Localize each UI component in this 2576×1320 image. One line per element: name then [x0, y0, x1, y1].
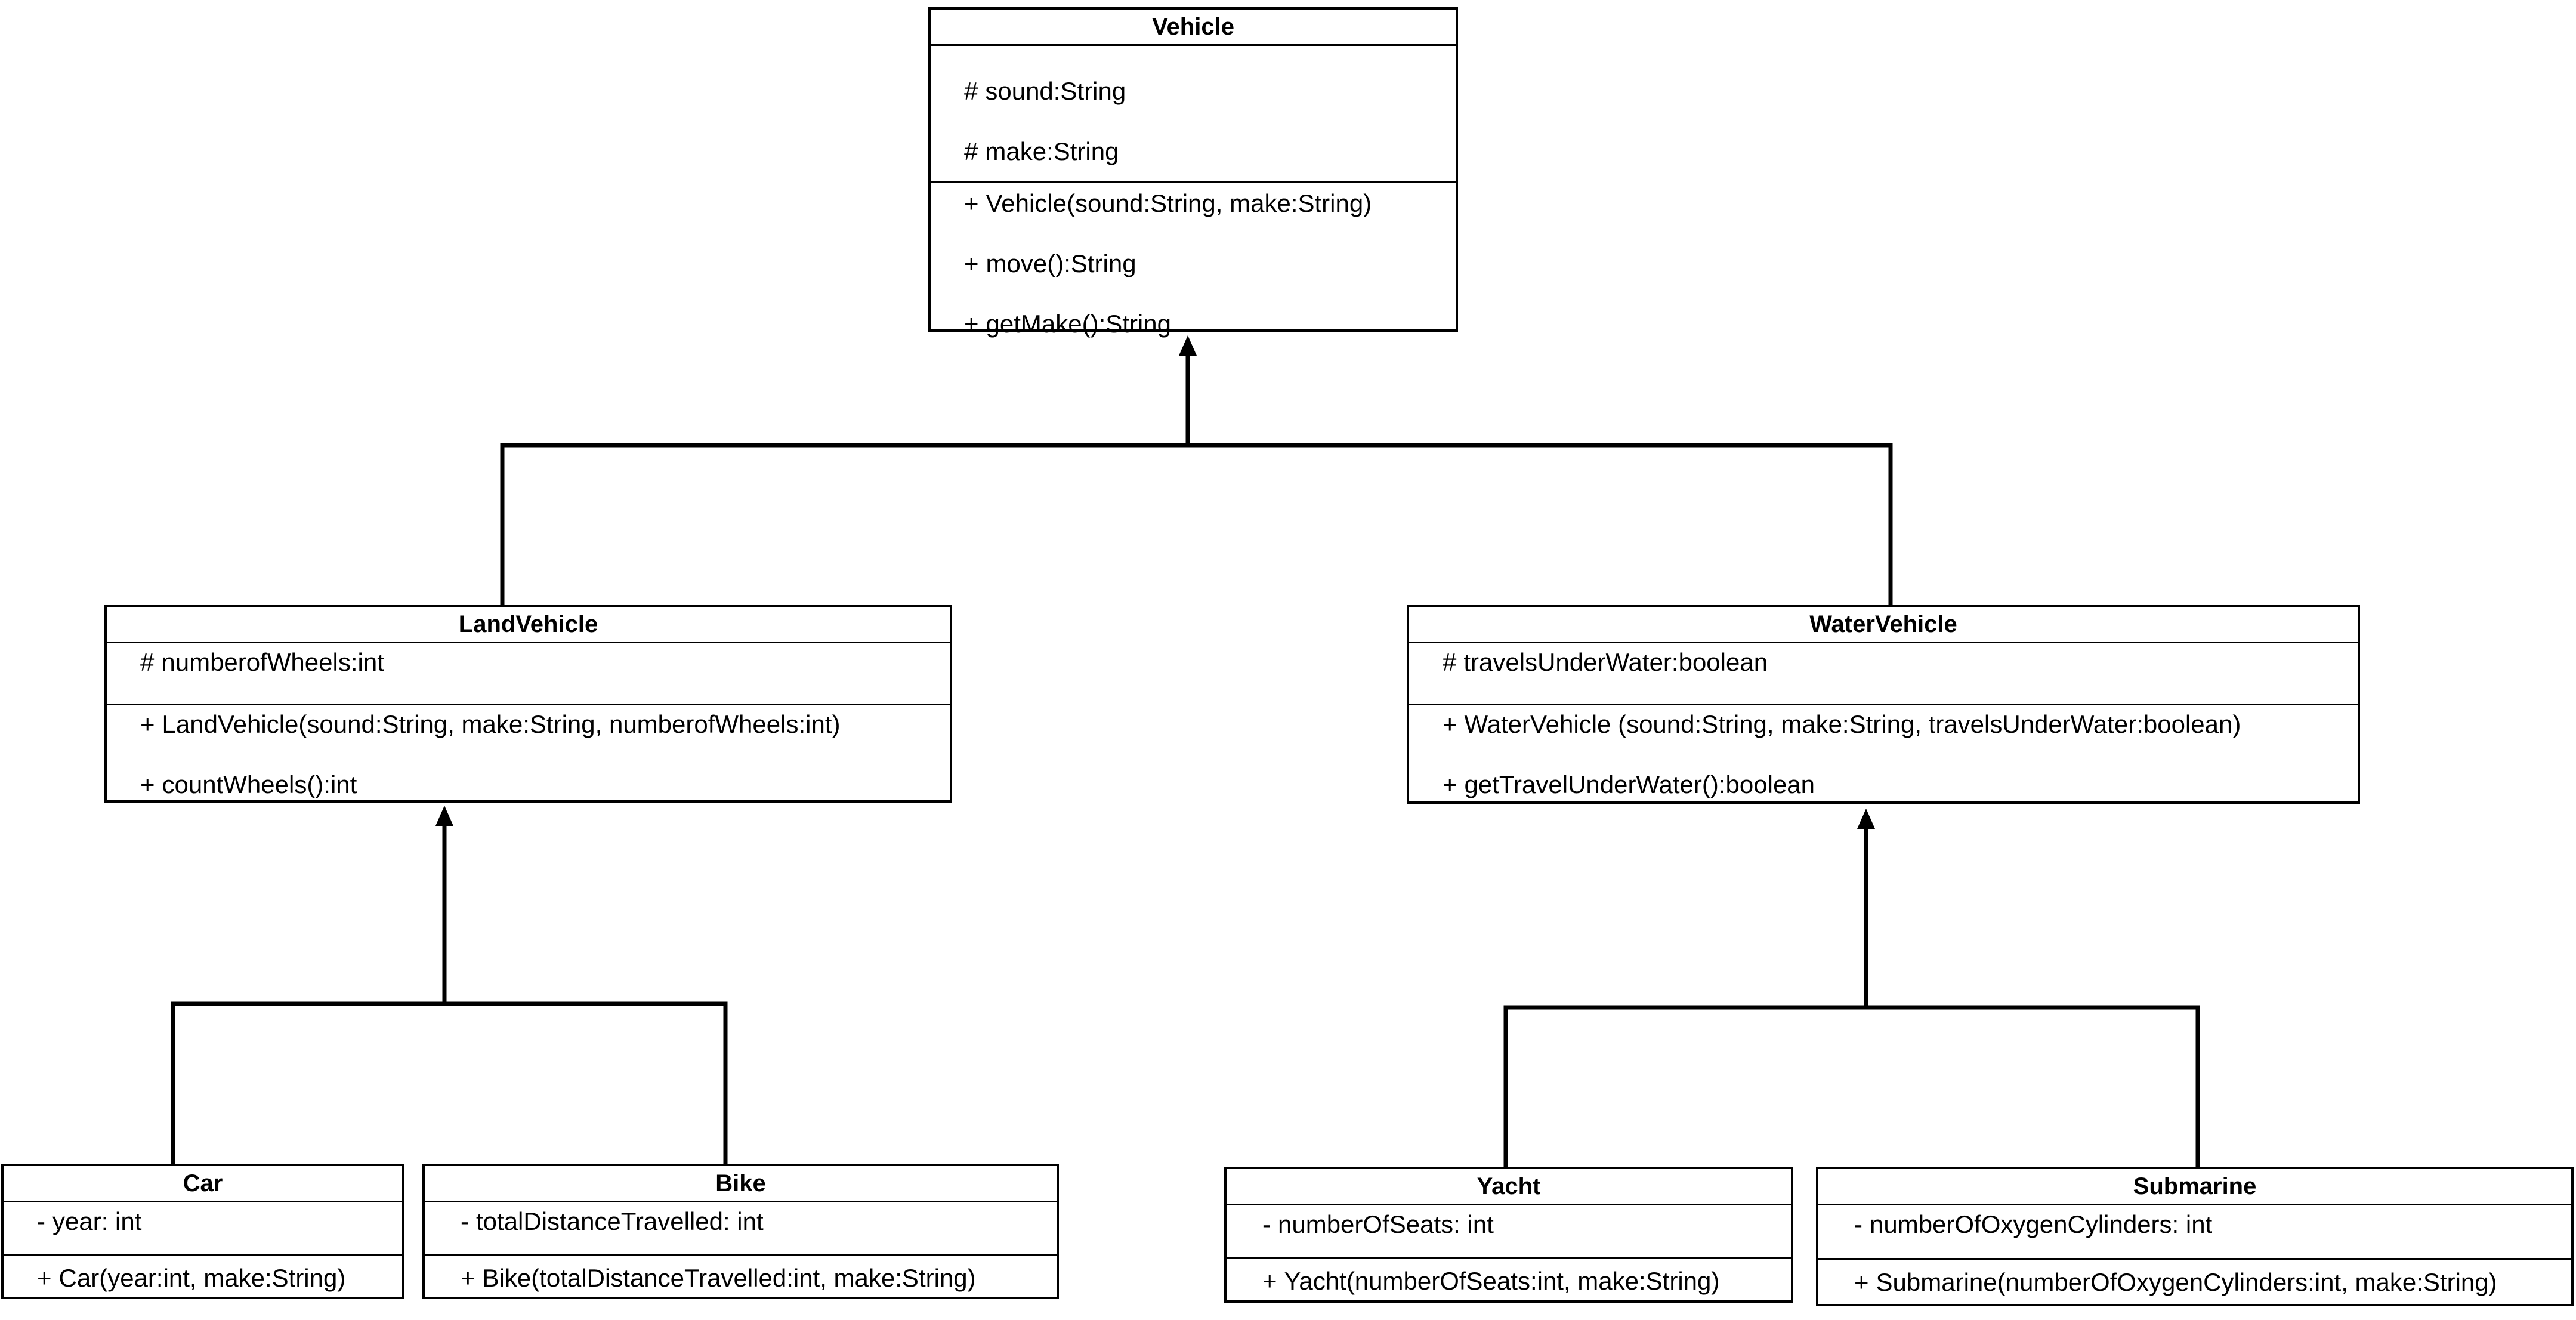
connector-bike-to-land-vehicle [444, 1004, 725, 1164]
generalization-land-vehicle [173, 824, 725, 1164]
connector-land-vehicle-to-vehicle [502, 352, 1188, 605]
attribute: # make:String [964, 137, 1119, 165]
operations-section [4, 1256, 402, 1293]
attribute: # numberofWheels:int [140, 648, 384, 676]
class-name: LandVehicle [107, 607, 950, 643]
attributes-section [1227, 1205, 1791, 1259]
class-name: Submarine [1818, 1169, 2571, 1205]
class-submarine[interactable] [1816, 1167, 2574, 1306]
generalization-water-vehicle [1506, 826, 2198, 1167]
attribute: # sound:String [964, 77, 1126, 105]
generalization-vehicle [502, 352, 1891, 605]
operation: + LandVehicle(sound:String, make:String, numberofWheels:int) [140, 710, 841, 738]
operation: + Bike(totalDistanceTravelled:int, make:String) [461, 1264, 976, 1292]
operations-section [425, 1256, 1057, 1293]
operation: + getMake():String [964, 310, 1171, 338]
class-water-vehicle[interactable] [1407, 605, 2360, 804]
operation: + Submarine(numberOfOxygenCylinders:int, make:String) [1854, 1268, 2497, 1296]
class-car[interactable] [1, 1164, 404, 1299]
attribute: # travelsUnderWater:boolean [1443, 648, 1768, 676]
operations-section [1818, 1260, 2571, 1297]
attribute: - year: int [37, 1207, 142, 1235]
operation: + Car(year:int, make:String) [37, 1264, 346, 1292]
connector-submarine-to-water-vehicle [1866, 1007, 2198, 1167]
attributes-section [4, 1202, 402, 1256]
connector-car-to-land-vehicle [173, 824, 444, 1164]
class-name: Vehicle [931, 10, 1456, 46]
class-name: Yacht [1227, 1169, 1791, 1205]
class-vehicle[interactable] [928, 7, 1458, 338]
operations-section [931, 183, 1456, 338]
attributes-section [1818, 1205, 2571, 1260]
class-name: Car [4, 1166, 402, 1202]
operation: + move():String [964, 249, 1136, 277]
class-name: Bike [425, 1166, 1057, 1202]
attribute: - numberOfOxygenCylinders: int [1854, 1210, 2213, 1238]
class-bike[interactable] [422, 1164, 1059, 1299]
operation: + getTravelUnderWater():boolean [1443, 770, 1815, 798]
arrowhead-land-vehicle [435, 806, 453, 826]
operation: + Vehicle(sound:String, make:String) [964, 189, 1372, 217]
operation: + Yacht(numberOfSeats:int, make:String) [1262, 1267, 1720, 1295]
operation: + WaterVehicle (sound:String, make:String, travelsUnderWater:boolean) [1443, 710, 2241, 738]
class-yacht[interactable] [1224, 1167, 1793, 1303]
operations-section [107, 705, 950, 799]
operation: + countWheels():int [140, 770, 357, 798]
attributes-section [1409, 643, 2358, 705]
class-land-vehicle[interactable] [104, 605, 952, 803]
attribute: - totalDistanceTravelled: int [461, 1207, 764, 1235]
attributes-section [425, 1202, 1057, 1256]
attribute: - numberOfSeats: int [1262, 1210, 1494, 1238]
operations-section [1409, 705, 2358, 799]
class-name: WaterVehicle [1409, 607, 2358, 643]
arrowhead-water-vehicle [1857, 809, 1875, 829]
connector-water-vehicle-to-vehicle [1188, 445, 1891, 605]
attributes-section [107, 643, 950, 705]
operations-section [1227, 1259, 1791, 1296]
arrowhead-vehicle [1179, 335, 1197, 356]
connector-yacht-to-water-vehicle [1506, 826, 1866, 1167]
attributes-section [931, 46, 1456, 183]
